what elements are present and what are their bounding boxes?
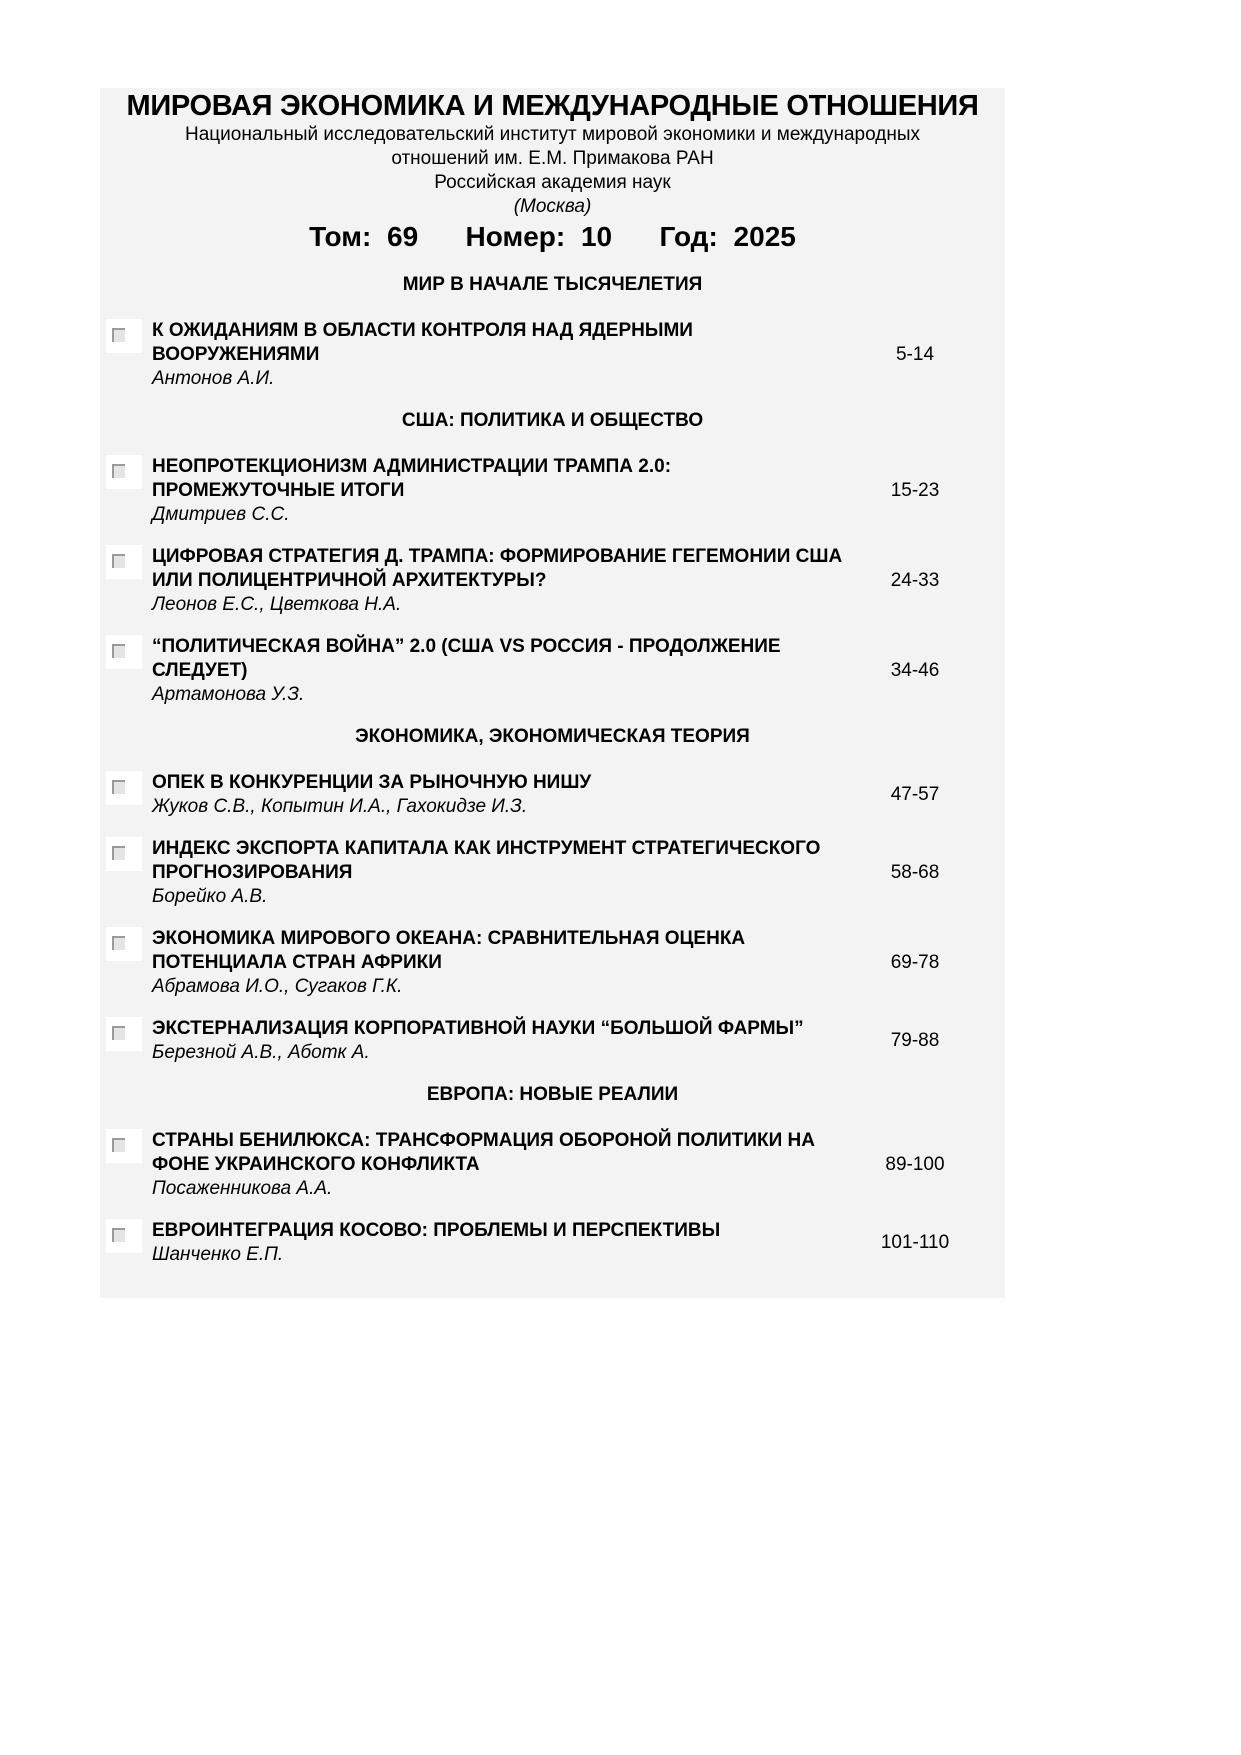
contents-list <box>100 271 1005 1285</box>
article-entry <box>100 1017 1005 1065</box>
article-title[interactable]: ОПЕК В КОНКУРЕНЦИИ ЗА РЫНОЧНУЮ НИШУ <box>152 772 592 793</box>
section-heading: МИР В НАЧАЛЕ ТЫСЯЧЕЛЕТИЯ <box>402 274 703 295</box>
article-title[interactable]: ЕВРОИНТЕГРАЦИЯ КОСОВО: ПРОБЛЕМЫ И ПЕРСПЕКТИВЫ <box>152 1220 721 1241</box>
article-pages: 47-57 <box>890 784 940 805</box>
article-pages: 79-88 <box>890 1030 940 1051</box>
article-entry <box>100 1219 1005 1267</box>
academy: Российская академия наук <box>434 172 671 193</box>
article-entry <box>100 1129 1005 1201</box>
article-pages: 34-46 <box>890 660 940 681</box>
article-title[interactable]: НЕОПРОТЕКЦИОНИЗМ АДМИНИСТРАЦИИ ТРАМПА 2.0: ПРОМЕЖУТОЧНЫЕ ИТОГИ <box>152 456 672 501</box>
publisher-line-1: Национальный исследовательский институт мировой экономики и международных <box>184 124 920 145</box>
checkbox-icon[interactable] <box>106 837 142 871</box>
article-authors: Березной А.В., Аботк А. <box>152 1042 370 1063</box>
article-pages: 101-110 <box>880 1232 950 1253</box>
checkbox-icon[interactable] <box>106 771 142 805</box>
article-title[interactable]: ЦИФРОВАЯ СТРАТЕГИЯ Д. ТРАМПА: ФОРМИРОВАНИЕ ГЕГЕМОНИИ США ИЛИ ПОЛИЦЕНТРИЧНОЙ АРХИТЕКТУРЫ? <box>152 546 843 591</box>
city: (Москва) <box>513 196 592 217</box>
checkbox-icon[interactable] <box>106 927 142 961</box>
article-authors: Шанченко Е.П. <box>152 1244 284 1265</box>
article-entry <box>100 927 1005 999</box>
article-title[interactable]: СТРАНЫ БЕНИЛЮКСА: ТРАНСФОРМАЦИЯ ОБОРОНОЙ ПОЛИТИКИ НА ФОНЕ УКРАИНСКОГО КОНФЛИКТА <box>152 1130 815 1175</box>
section-heading: ЭКОНОМИКА, ЭКОНОМИЧЕСКАЯ ТЕОРИЯ <box>355 726 750 747</box>
table-of-contents <box>100 88 1005 1298</box>
checkbox-icon[interactable] <box>106 319 142 353</box>
article-authors: Дмитриев С.С. <box>152 504 290 525</box>
checkbox-icon[interactable] <box>106 1017 142 1051</box>
article-entry <box>100 635 1005 707</box>
checkbox-icon[interactable] <box>106 1129 142 1163</box>
checkbox-icon[interactable] <box>106 545 142 579</box>
publisher-line-2: отношений им. Е.М. Примакова РАН <box>391 148 714 169</box>
article-pages: 89-100 <box>885 1154 945 1175</box>
article-pages: 69-78 <box>890 952 940 973</box>
section-heading: ЕВРОПА: НОВЫЕ РЕАЛИИ <box>426 1084 679 1105</box>
article-authors: Абрамова И.О., Сугаков Г.К. <box>152 976 403 997</box>
article-entry <box>100 319 1005 391</box>
article-authors: Жуков С.В., Копытин И.А., Гахокидзе И.З. <box>152 796 528 817</box>
article-entry <box>100 771 1005 819</box>
issue-line: Том: 69 Номер: 10 Год: 2025 <box>309 221 796 252</box>
article-title[interactable]: ИНДЕКС ЭКСПОРТА КАПИТАЛА КАК ИНСТРУМЕНТ СТРАТЕГИЧЕСКОГО ПРОГНОЗИРОВАНИЯ <box>152 838 821 883</box>
article-pages: 24-33 <box>890 570 940 591</box>
checkbox-icon[interactable] <box>106 1219 142 1253</box>
article-pages: 58-68 <box>890 862 940 883</box>
checkbox-icon[interactable] <box>106 635 142 669</box>
article-entry <box>100 455 1005 527</box>
article-pages: 15-23 <box>890 480 940 501</box>
article-authors: Посаженникова А.А. <box>152 1178 333 1199</box>
article-entry <box>100 545 1005 617</box>
journal-title: МИРОВАЯ ЭКОНОМИКА И МЕЖДУНАРОДНЫЕ ОТНОШЕНИЯ <box>126 90 979 122</box>
article-authors: Леонов Е.С., Цветкова Н.А. <box>152 594 402 615</box>
checkbox-icon[interactable] <box>106 455 142 489</box>
article-authors: Борейко А.В. <box>152 886 268 907</box>
article-title[interactable]: ЭКСТЕРНАЛИЗАЦИЯ КОРПОРАТИВНОЙ НАУКИ “БОЛЬШОЙ ФАРМЫ” <box>152 1018 804 1039</box>
article-entry <box>100 837 1005 909</box>
article-title[interactable]: К ОЖИДАНИЯМ В ОБЛАСТИ КОНТРОЛЯ НАД ЯДЕРНЫМИ ВООРУЖЕНИЯМИ <box>152 320 693 365</box>
article-authors: Антонов А.И. <box>152 368 275 389</box>
article-title[interactable]: “ПОЛИТИЧЕСКАЯ ВОЙНА” 2.0 (США VS РОССИЯ - ПРОДОЛЖЕНИЕ СЛЕДУЕТ) <box>152 636 781 681</box>
article-authors: Артамонова У.З. <box>152 684 305 705</box>
article-title[interactable]: ЭКОНОМИКА МИРОВОГО ОКЕАНА: СРАВНИТЕЛЬНАЯ ОЦЕНКА ПОТЕНЦИАЛА СТРАН АФРИКИ <box>152 928 746 973</box>
article-pages: 5-14 <box>895 344 935 365</box>
section-heading: США: ПОЛИТИКА И ОБЩЕСТВО <box>401 410 704 431</box>
